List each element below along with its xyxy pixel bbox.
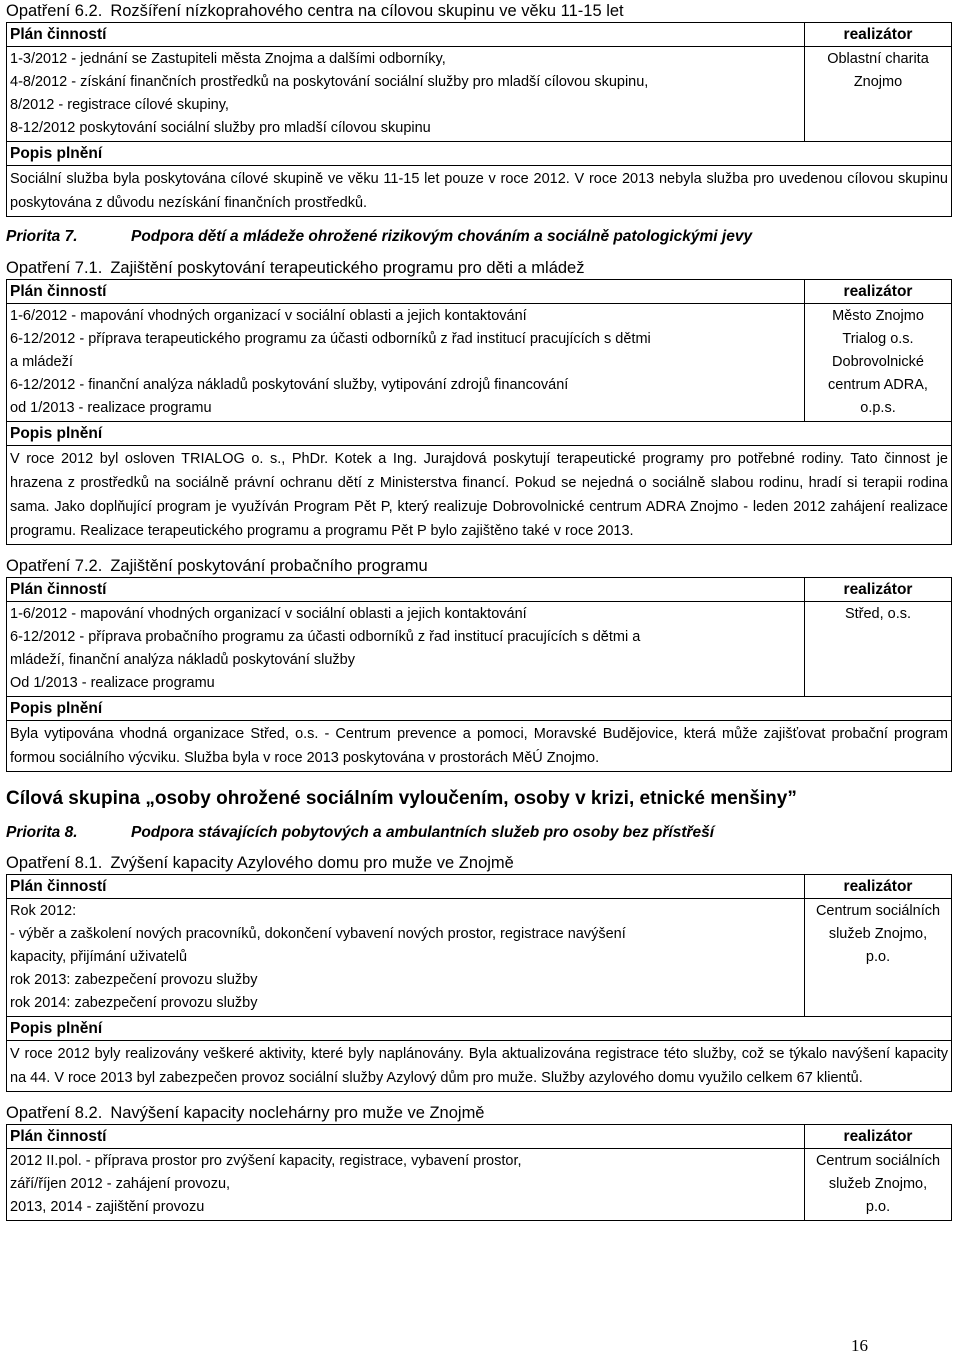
realizator-header: realizátor: [805, 578, 952, 602]
plan-header: Plán činností: [7, 1125, 805, 1149]
plan-header: Plán činností: [7, 578, 805, 602]
page-number: 16: [851, 1336, 868, 1355]
plan-cell: [7, 1149, 805, 1221]
measure-number: Opatření 8.1.: [6, 854, 103, 872]
plan-cell: [7, 304, 805, 422]
measure-heading-8-2: [6, 1102, 954, 1124]
realizator-header: realizátor: [805, 875, 952, 899]
measure-heading-8-1: [6, 852, 954, 874]
plan-line: 6-12/2012 - příprava probačního programu za účasti odborníků z řad institucí pracujících s dětmi a: [10, 629, 641, 645]
measure-heading-7-2: [6, 555, 954, 577]
measure-table-8-2: [6, 1124, 952, 1221]
popis-text: V roce 2012 byl osloven TRIALOG o. s., PhDr. Kotek a Ing. Jurajdová poskytují terapeutické programy pro potřebné rodiny. Tato činnost je hrazena z prostředků na sociálně právní ochranu dětí z Ministerstva financí. Pokud se nejedná o sociálně slabou rodinu, hradí si terapii rodina sama. Jako doplňující program je využíván Program Pět P, který realizuje Dobrovolnické centrum ADRA Znojmo - leden 2012 zahájení realizace programu. Realizace terapeutického programu a programu Pět P bylo zajištěno také v roce 2013.: [7, 446, 952, 545]
realizator-line: p.o.: [865, 1199, 891, 1215]
realizator-line: Centrum sociálních: [815, 903, 941, 919]
measure-title: Rozšíření nízkoprahového centra na cílovou skupinu ve věku 11-15 let: [110, 2, 624, 20]
plan-header: Plán činností: [7, 280, 805, 304]
realizator-line: Centrum sociálních: [815, 1153, 941, 1169]
plan-line: 6-12/2012 - příprava terapeutického programu za účasti odborníků z řad institucí pracujících s dětmi: [10, 331, 651, 347]
plan-header: Plán činností: [7, 23, 805, 47]
measure-title: Navýšení kapacity noclehárny pro muže ve Znojmě: [110, 1104, 485, 1122]
plan-line: 6-12/2012 - finanční analýza nákladů poskytování služby, vytipování zdrojů financování: [10, 377, 569, 393]
measure-table-7-2: [6, 577, 952, 772]
popis-header: Popis plnění: [7, 422, 952, 446]
plan-cell: [7, 602, 805, 697]
target-group-heading: Cílová skupina „osoby ohrožené sociálním vyloučením, osoby v krizi, etnické menšiny”: [6, 788, 797, 809]
realizator-cell: [805, 899, 952, 1017]
measure-table-7-1: [6, 279, 952, 545]
plan-line: 1-3/2012 - jednání se Zastupiteli města Znojma a dalšími odborníky,: [10, 51, 446, 67]
realizator-line: Oblastní charita: [827, 51, 929, 67]
realizator-line: služeb Znojmo,: [828, 926, 928, 942]
priority-text: Podpora dětí a mládeže ohrožené rizikovým chováním a sociálně patologickými jevy: [131, 228, 753, 245]
measure-number: Opatření 6.2.: [6, 2, 103, 20]
realizator-header: realizátor: [805, 23, 952, 47]
plan-line: a mládeží: [10, 354, 73, 370]
plan-line: 1-6/2012 - mapování vhodných organizací v sociální oblasti a jejich kontaktování: [10, 606, 527, 622]
measure-number: Opatření 7.1.: [6, 259, 103, 277]
realizator-line: o.p.s.: [860, 400, 896, 416]
plan-header: Plán činností: [7, 875, 805, 899]
plan-line: září/říjen 2012 - zahájení provozu,: [10, 1176, 231, 1192]
measure-heading-6-2: [6, 0, 954, 22]
plan-line: rok 2014: zabezpečení provozu služby: [10, 995, 258, 1011]
measure-table-8-1: [6, 874, 952, 1092]
priority-7: [6, 226, 954, 248]
realizator-line: centrum ADRA,: [828, 377, 928, 393]
plan-line: 4-8/2012 - získání finančních prostředků na poskytování sociální služby pro mladší cílovou skupinu,: [10, 74, 649, 90]
realizator-line: Dobrovolnické: [832, 354, 924, 370]
realizator-header: realizátor: [805, 1125, 952, 1149]
priority-label: Priorita 8.: [6, 824, 78, 841]
plan-line: 2012 II.pol. - příprava prostor pro zvýšení kapacity, registrace, vybavení prostor,: [10, 1153, 522, 1169]
plan-line: 1-6/2012 - mapování vhodných organizací v sociální oblasti a jejich kontaktování: [10, 308, 527, 324]
measure-title: Zajištění poskytování terapeutického programu pro děti a mládež: [110, 259, 585, 277]
priority-8: [6, 822, 954, 844]
priority-text: Podpora stávajících pobytových a ambulantních služeb pro osoby bez přístřeší: [131, 824, 715, 841]
realizator-cell: [805, 47, 952, 142]
realizator-line: Město Znojmo: [832, 308, 924, 324]
measure-heading-7-1: [6, 257, 954, 279]
popis-header: Popis plnění: [7, 142, 952, 166]
plan-line: rok 2013: zabezpečení provozu služby: [10, 972, 258, 988]
popis-header: Popis plnění: [7, 697, 952, 721]
popis-text: V roce 2012 byly realizovány veškeré aktivity, které byly naplánovány. Byla aktualizována registrace této služby, což se týkalo navýšení kapacity na 44. V roce 2013 byl zabezpečen provoz sociální služby Azylový dům pro muže. Služby azylového domu využilo celkem 67 klientů.: [7, 1041, 952, 1092]
priority-label: Priorita 7.: [6, 228, 78, 245]
realizator-line: Znojmo: [853, 74, 903, 90]
realizator-cell: [805, 1149, 952, 1221]
realizator-line: p.o.: [865, 949, 891, 965]
plan-cell: [7, 899, 805, 1017]
measure-number: Opatření 7.2.: [6, 557, 103, 575]
plan-line: kapacity, přijímání uživatelů: [10, 949, 188, 965]
measure-table-6-2: [6, 22, 952, 217]
realizator-line: Střed, o.s.: [844, 606, 912, 622]
plan-line: - výběr a zaškolení nových pracovníků, dokončení vybavení nových prostor, registrace navýšení: [10, 926, 626, 942]
realizator-line: Trialog o.s.: [842, 331, 914, 347]
plan-line: mládeží, finanční analýza nákladů poskytování služby: [10, 652, 355, 668]
popis-text: Byla vytipována vhodná organizace Střed, o.s. - Centrum prevence a pomoci, Moravské Budějovice, která může zajišťovat probační program formou sociálního výcviku. Služba byla v roce 2013 poskytována v prostorách MěÚ Znojmo.: [7, 721, 952, 772]
plan-line: 8/2012 - registrace cílové skupiny,: [10, 97, 229, 113]
plan-line: Od 1/2013 - realizace programu: [10, 675, 215, 691]
realizator-cell: [805, 602, 952, 697]
plan-line: 8-12/2012 poskytování sociální služby pro mladší cílovou skupinu: [10, 120, 431, 136]
measure-title: Zajištění poskytování probačního programu: [110, 557, 428, 575]
plan-cell: [7, 47, 805, 142]
realizator-cell: [805, 304, 952, 422]
measure-number: Opatření 8.2.: [6, 1104, 103, 1122]
plan-line: Rok 2012:: [10, 903, 77, 919]
realizator-header: realizátor: [805, 280, 952, 304]
plan-line: 2013, 2014 - zajištění provozu: [10, 1199, 205, 1215]
popis-text: Sociální služba byla poskytována cílové skupině ve věku 11-15 let pouze v roce 2012. V roce 2013 nebyla služba pro uvedenou cílovou skupinu poskytována z důvodu nezískání finančních prostředků.: [7, 166, 952, 217]
popis-header: Popis plnění: [7, 1017, 952, 1041]
plan-line: od 1/2013 - realizace programu: [10, 400, 212, 416]
document-page: [6, 0, 954, 1221]
measure-title: Zvýšení kapacity Azylového domu pro muže ve Znojmě: [110, 854, 514, 872]
realizator-line: služeb Znojmo,: [828, 1176, 928, 1192]
